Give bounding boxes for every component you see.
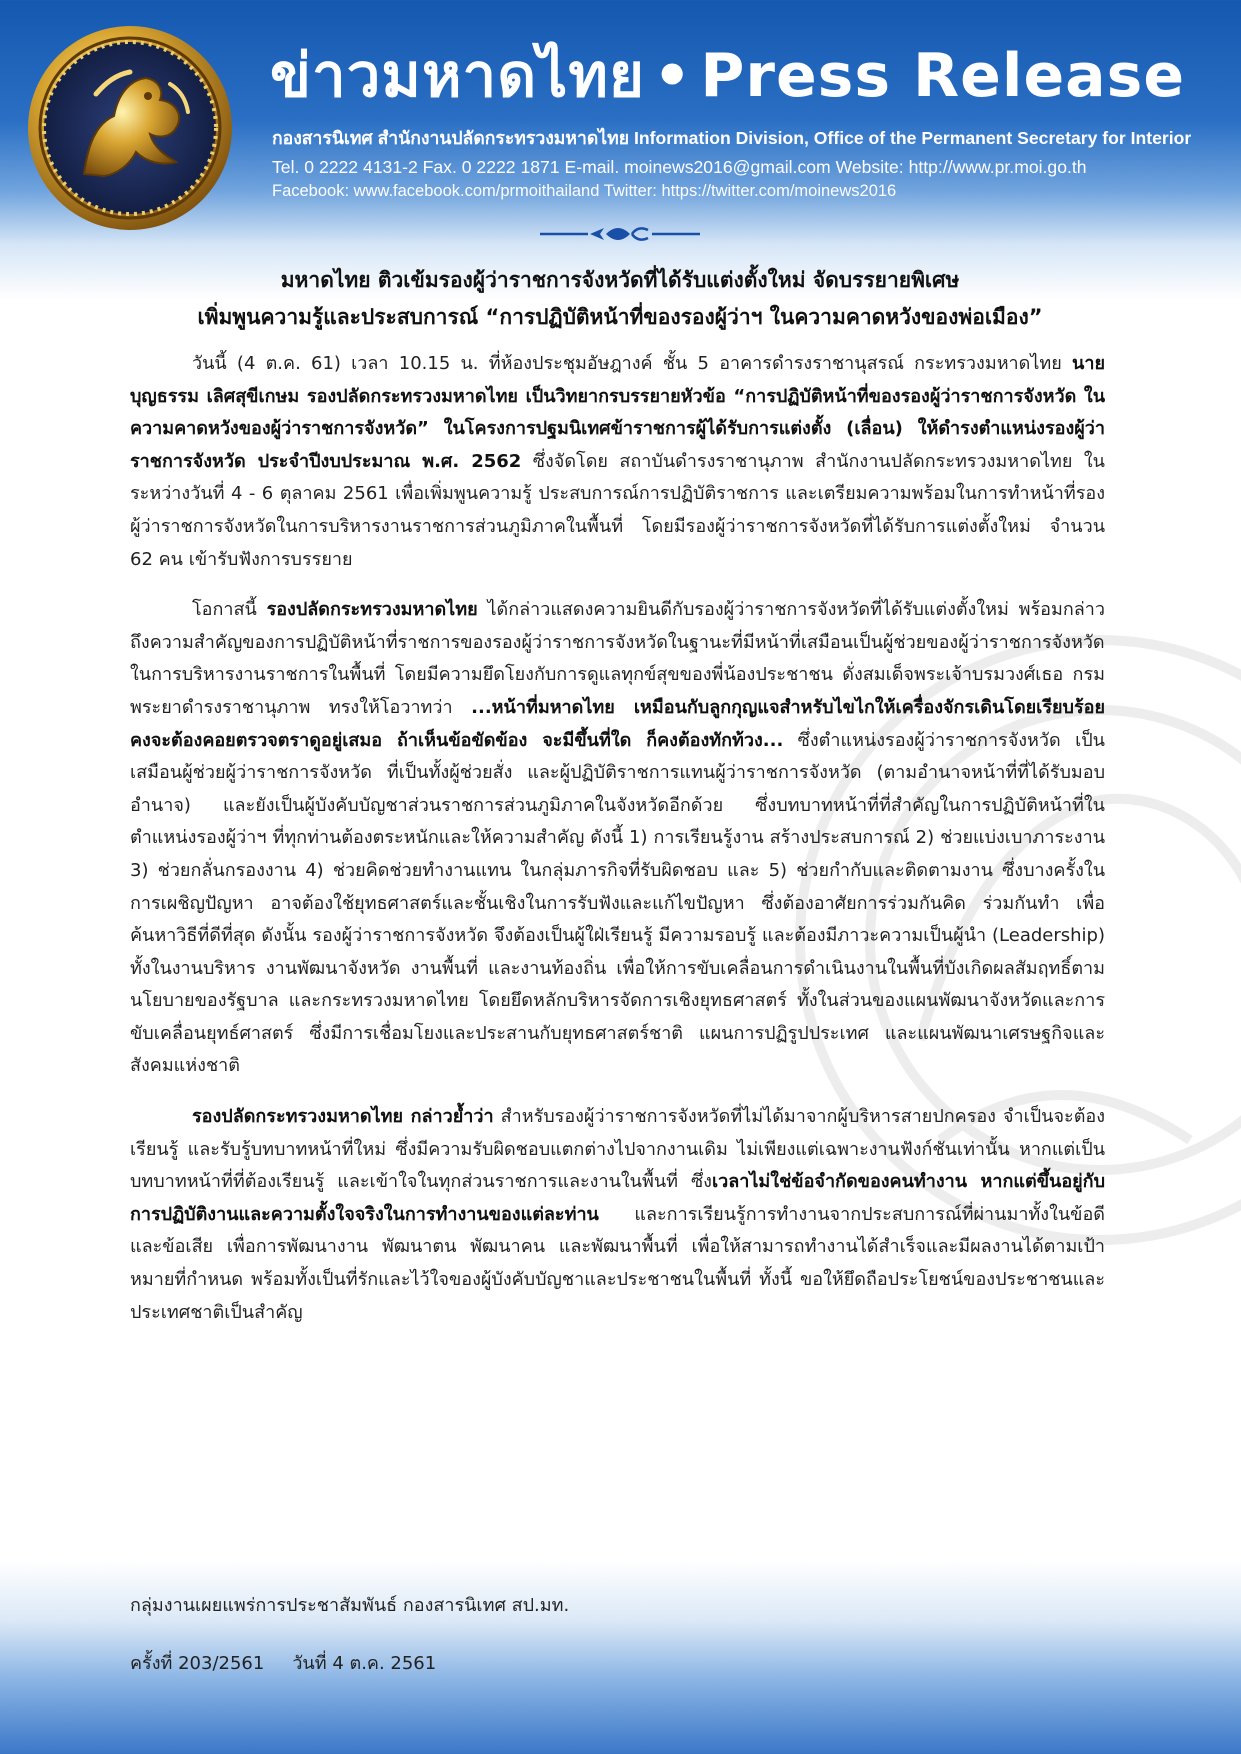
masthead-division-line: กองสารนิเทศ สำนักงานปลัดกระทรวงมหาดไทย Information Division, Office of the Permanent Secretary for Interior	[272, 128, 1192, 148]
paragraph-2-intro: โอกาสนี้	[192, 599, 267, 621]
paragraph-2-rest: ซึ่งตำแหน่งรองผู้ว่าราชการจังหวัด เป็นเสมือนผู้ช่วยผู้ว่าราชการจังหวัด ที่เป็นทั้งผู้ช่วยสั่ง และผู้ปฏิบัติราชการแทนผู้ว่าราชการจังหวัด (ตามอำนาจหน้าที่ที่ได้รับมอบอำนาจ) และยังเป็นผู้บังคับบัญชาส่วนราชการส่วนภูมิภาคในจังหวัดอีกด้วย ซึ่งบทบาทหน้าที่ที่สำคัญในการปฏิบัติหน้าที่ในตำแหน่งรองผู้ว่าฯ ที่ทุกท่านต้องตระหนักและให้ความสำคัญ ดังนี้ 1) การเรียนรู้งาน สร้างประสบการณ์ 2) ช่วยแบ่งเบาภาระงาน 3) ช่วยกลั่นกรองงาน 4) ช่วยคิดช่วยทำงานแทน ในกลุ่มภารกิจที่รับผิดชอบ และ 5) ช่วยกำกับและติดตามงาน ซึ่งบางครั้งในการเผชิญปัญหา อาจต้องใช้ยุทธศาสตร์และชั้นเชิงในการรับฟังและแก้ไขปัญหา ซึ่งต้องอาศัยการร่วมกันคิด ร่วมกันทำ เพื่อค้นหาวิธีที่ดีที่สุด ดังนั้น รองผู้ว่าราชการจังหวัด จึงต้องเป็นผู้ใฝ่เรียนรู้ มีความรอบรู้ และต้องมีภาวะความเป็นผู้นำ (Leadership) ทั้งในงานบริหาร งานพัฒนาจังหวัด งานพื้นที่ และงานท้องถิ่น เพื่อให้การขับเคลื่อนการดำเนินงานในพื้นที่บังเกิดผลสัมฤทธิ์ตามนโยบายของรัฐบาล และกระทรวงมหาดไทย โดยยึดหลักบริหารจัดการเชิงยุทธศาสตร์ ทั้งในส่วนของแผนพัฒนาจังหวัดและการขับเคลื่อนยุทธ์ศาสตร์ ซึ่งมีการเชื่อมโยงและประสานกับยุทธศาสตร์ชาติ แผนการปฏิรูปประเทศ และแผนพัฒนาเศรษฐกิจและสังคมแห่งชาติ	[130, 729, 1105, 1077]
paragraph-2	[130, 594, 1105, 1083]
issue-info	[130, 1648, 436, 1677]
article-body	[130, 348, 1105, 1347]
paragraph-3-emphasis: เวลาไม่ใช่ข้อจำกัดของคนทำงาน หากแต่ขึ้นอยู่กับการปฏิบัติงานและความตั้งใจจริงในการทำงานของแต่ละท่าน	[130, 1171, 1106, 1225]
paragraph-1-bold: นายบุญธรรม เลิศสุขีเกษม รองปลัดกระทรวงมหาดไทย เป็นวิทยากรบรรยายหัวข้อ “การปฏิบัติหน้าที่ของรองผู้ว่าราชการจังหวัด ในความคาดหวังของผู้ว่าราชการจังหวัด” ในโครงการปฐมนิเทศข้าราชการผู้ได้รับการแต่งตั้ง (เลื่อน) ให้ดำรงตำแหน่งรองผู้ว่าราชการจังหวัด ประจำปีงบประมาณ พ.ศ. 2562	[130, 353, 1105, 472]
masthead-title-english: Press Release	[700, 41, 1186, 111]
paragraph-1	[130, 348, 1105, 576]
paragraph-3-text: สำหรับรองผู้ว่าราชการจังหวัดที่ไม่ได้มาจากผู้บริหารสายปกครอง จำเป็นจะต้องเรียนรู้ และรับรู้บทบาทหน้าที่ใหม่ ซึ่งมีความรับผิดชอบแตกต่างไปจากงานเดิม ไม่เพียงแต่เฉพาะงานฟังก์ชันเท่านั้น หากแต่เป็นบทบาทหน้าที่ที่ต้องเรียนรู้ และเข้าใจในทุกส่วนราชการและงานในพื้นที่ ซึ่ง	[130, 1106, 1105, 1193]
arrow-laurel-ornament-icon	[540, 222, 700, 246]
paragraph-2-quote: ...หน้าที่มหาดไทย เหมือนกับลูกกุญแจสำหรับไขไกให้เครื่องจักรเดินโดยเรียบร้อย คงจะต้องคอยตรวจตราดูอยู่เสมอ ถ้าเห็นข้อขัดข้อง จะมีขึ้นที่ใด ก็คงต้องทักท้วง...	[130, 696, 1105, 751]
interior-ministry-seal-icon	[26, 24, 234, 232]
issue-date: วันที่ 4 ต.ค. 2561	[292, 1653, 437, 1674]
news-headline	[130, 262, 1110, 336]
headline-line-1: มหาดไทย ติวเข้มรองผู้ว่าราชการจังหวัดที่ได้รับแต่งตั้งใหม่ จัดบรรยายพิเศษ	[280, 268, 960, 292]
masthead-contact-line: Tel. 0 2222 4131-2 Fax. 0 2222 1871 E-mail. moinews2016@gmail.com Website: http://www.pr.moi.go.th	[272, 157, 1087, 177]
masthead-social-line: Facebook: www.facebook.com/prmoithailand Twitter: https://twitter.com/moinews2016	[272, 182, 897, 200]
masthead-title-thai: ข่าวมหาดไทย	[270, 41, 646, 111]
paragraph-2-text: ได้กล่าวแสดงความยินดีกับรองผู้ว่าราชการจังหวัดที่ได้รับแต่งตั้งใหม่ พร้อมกล่าวถึงความสำคัญของการปฏิบัติหน้าที่ราชการของรองผู้ว่าราชการจังหวัดในฐานะที่มีหน้าที่เสมือนเป็นผู้ช่วยของผู้ว่าราชการจังหวัดในการบริหารงานราชการในพื้นที่ โดยมีความยึดโยงกับการดูแลทุกข์สุขของพี่น้องประชาชน ดั่งสมเด็จพระเจ้าบรมวงศ์เธอ กรมพระยาดำรงราชานุภาพ ทรงให้โอวาทว่า	[130, 599, 1105, 718]
paragraph-2-speaker: รองปลัดกระทรวงมหาดไทย	[266, 599, 478, 621]
masthead-title-separator: •	[653, 41, 693, 111]
paragraph-3-speaker: รองปลัดกระทรวงมหาดไทย กล่าวย้ำว่า	[192, 1106, 494, 1128]
paragraph-1-rest: ซึ่งจัดโดย สถาบันดำรงราชานุภาพ สำนักงานปลัดกระทรวงมหาดไทย ในระหว่างวันที่ 4 - 6 ตุลาคม 2561 เพื่อเพิ่มพูนความรู้ ประสบการณ์การปฏิบัติราชการ และเตรียมความพร้อมในการทำหน้าที่รองผู้ว่าราชการจังหวัดในการบริหารงานราชการส่วนภูมิภาคในพื้นที่ โดยมีรองผู้ว่าราชการจังหวัดที่ได้รับการแต่งตั้งใหม่ จำนวน 62 คน เข้ารับฟังการบรรยาย	[130, 450, 1105, 570]
issue-number: ครั้งที่ 203/2561	[130, 1653, 265, 1674]
headline-line-2: เพิ่มพูนความรู้และประสบการณ์ “การปฏิบัติหน้าที่ของรองผู้ว่าฯ ในความคาดหวังของพ่อเมือง”	[197, 305, 1043, 329]
paragraph-3	[130, 1101, 1105, 1329]
paragraph-3-rest: และการเรียนรู้การทำงานจากประสบการณ์ที่ผ่านมาทั้งในข้อดีและข้อเสีย เพื่อการพัฒนางาน พัฒนาตน พัฒนาคน และพัฒนาพื้นที่ เพื่อให้สามารถทำงานได้สำเร็จและมีผลงานได้ตามเป้าหมายที่กำหนด พร้อมทั้งเป็นที่รักและไว้ใจของผู้บังคับบัญชาและประชาชนในพื้นที่ ทั้งนี้ ขอให้ยึดถือประโยชน์ของประชาชนและประเทศชาติเป็นสำคัญ	[130, 1203, 1105, 1323]
signature-line: กลุ่มงานเผยแพร่การประชาสัมพันธ์ กองสารนิเทศ สป.มท.	[130, 1595, 570, 1616]
masthead-title	[270, 36, 1185, 116]
paragraph-1-intro: วันนี้ (4 ต.ค. 61) เวลา 10.15 น. ที่ห้องประชุมอัษฎางค์ ชั้น 5 อาคารดำรงราชานุสรณ์ กระทรวงมหาดไทย	[192, 353, 1073, 374]
